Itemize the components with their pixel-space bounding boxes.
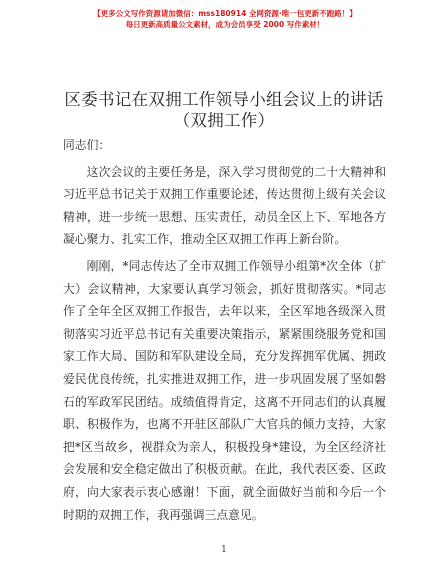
document-body [63,134,386,530]
paragraph-2: 刚刚，*同志传达了全市双拥工作领导小组第*次全体（扩大）会议精神，大家要认真学习领会，抓好贯彻落实。*同志作了全年全区双拥工作报告，去年以来，全区军地各级深入贯彻落实习近平总书记有关重要决策指示，紧紧围绕服务党和国家工作大局、国防和军队建设全局，充分发挥拥军优属、拥政爱民优良传统，扎实推进双拥工作，进一步巩固发展了坚如磐石的军政军民团结。成绩值得肯定，这离不开同志们的认真履职、积极作为，也离不开驻区部队广大官兵的倾力支持，大家把*区当故乡，视群众为亲人，积极投身*建设，为全区经济社会发展和安全稳定做出了积极贡献。在此，我代表区委、区政府，向大家表示衷心感谢！下面，就全面做好当前和今后一个时期的双拥工作，我再强调三点意见。 [63,258,386,522]
promo-banner-line-1: 【更多公文写作资源请加微信：mss180914 全网资源·唯一包更新不跑路！】 [93,9,357,18]
paragraph-1: 这次会议的主要任务是，深入学习贯彻党的二十大精神和习近平总书记关于双拥工作重要论述，传达贯彻上级有关会议精神，进一步统一思想、压实责任，动员全区上下、军地各方凝心聚力、扎实工作，推动全区双拥工作再上新台阶。 [63,164,386,247]
document-title: 区委书记在双拥工作领导小组会议上的讲话 [64,90,384,109]
page-number: 1 [221,545,227,555]
document-subtitle: （双拥工作） [173,111,275,130]
promo-banner-line-2: 每日更新高质量公文素材，成为会员享受 2000 写作素材！ [125,20,325,29]
salutation: 同志们： [63,138,111,152]
promo-banner [60,8,390,30]
